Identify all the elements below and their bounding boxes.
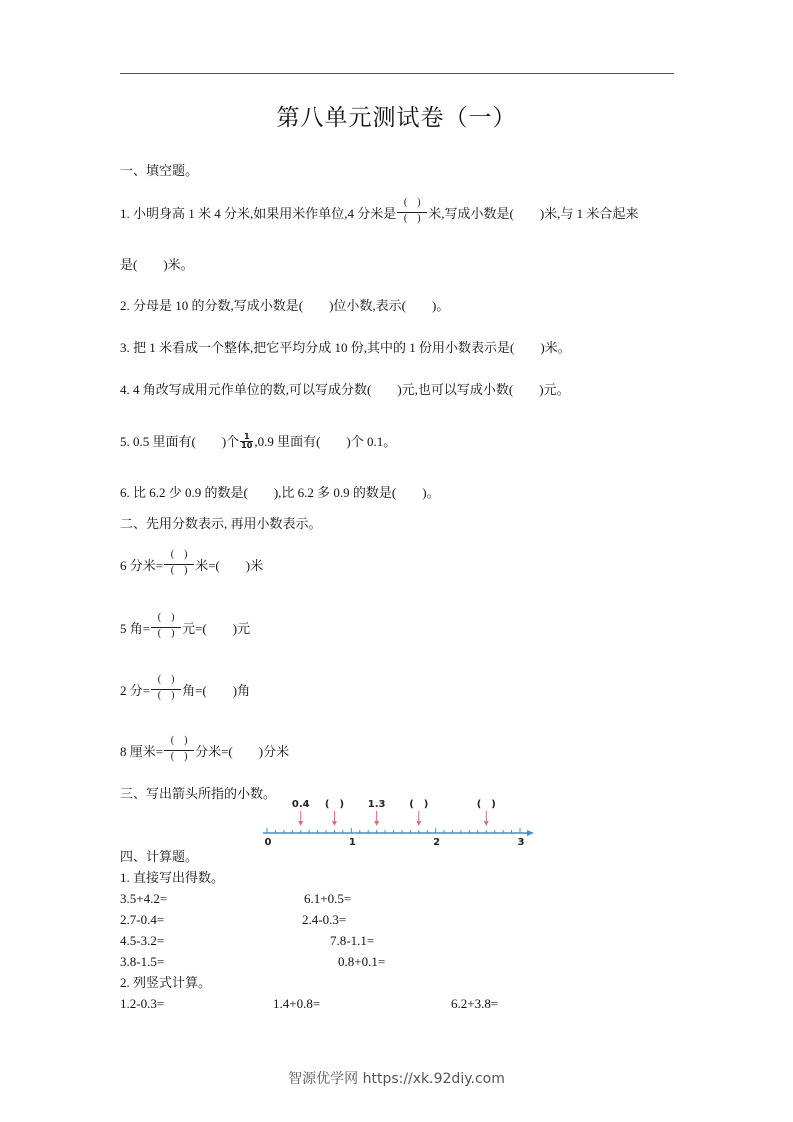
convert-row-1-right: 米=( )米 (195, 557, 264, 573)
pointer-label: 0.4 (291, 799, 310, 810)
question-5-text-a: 5. 0.5 里面有( )个 (120, 433, 240, 449)
fraction-denominator-blank: ( ) (403, 213, 421, 224)
pointer-arrow-head (332, 821, 337, 826)
pointer-arrow-head (416, 821, 421, 826)
section-calc-heading: 四、计算题。 (120, 849, 199, 864)
calc-subheading-direct: 1. 直接写出得数。 (120, 870, 225, 885)
pointer-label: ( ) (409, 799, 429, 810)
calc-item: 6.1+0.5= (304, 891, 352, 906)
tick-label: 3 (517, 837, 525, 848)
blank-fraction[interactable] (397, 197, 427, 226)
tick-label: 1 (348, 837, 356, 848)
fraction-numerator-blank: ( ) (170, 735, 188, 746)
fraction-denominator-blank: ( ) (170, 751, 188, 762)
calc-item: 2.4-0.3= (302, 912, 347, 927)
number-line-figure (0, 795, 793, 855)
convert-row-3-right: 角=( )角 (182, 682, 251, 698)
fraction-numerator-blank: ( ) (157, 674, 175, 685)
calc-item: 3.5+4.2= (120, 891, 168, 906)
convert-row-2 (120, 612, 251, 641)
question-5-text-b: ,0.9 里面有( )个 0.1。 (254, 433, 397, 449)
tick-label: 0 (264, 837, 272, 848)
question-3: 3. 把 1 米看成一个整体,把它平均分成 10 份,其中的 1 份用小数表示是( )米。 (120, 340, 571, 355)
section-fill-heading: 一、填空题。 (120, 163, 199, 178)
convert-row-2-left: 5 角= (120, 620, 151, 636)
section-convert-heading: 二、先用分数表示, 再用小数表示。 (120, 516, 322, 531)
question-2: 2. 分母是 10 的分数,写成小数是( )位小数,表示( )。 (120, 298, 450, 313)
pointer-label: ( ) (476, 799, 496, 810)
fraction-denominator-blank: ( ) (170, 565, 188, 576)
pointer-label: 1.3 (367, 799, 386, 810)
blank-fraction[interactable] (164, 549, 194, 578)
calc-item: 7.8-1.1= (330, 933, 375, 948)
calc-item: 2.7-0.4= (120, 912, 165, 927)
calc-item: 3.8-1.5= (120, 954, 165, 969)
header-rule (120, 73, 674, 74)
vertical-calc-item: 6.2+3.8= (451, 996, 499, 1011)
question-6: 6. 比 6.2 少 0.9 的数是( ),比 6.2 多 0.9 的数是( )。 (120, 485, 440, 500)
fraction-numerator-blank: ( ) (403, 197, 421, 208)
calc-item: 0.8+0.1= (338, 954, 386, 969)
question-1-text-a: 1. 小明身高 1 米 4 分米,如果用米作单位,4 分米是 (120, 205, 397, 221)
tick-label: 2 (433, 837, 441, 848)
blank-fraction[interactable] (164, 735, 194, 764)
convert-row-2-right: 元=( )元 (182, 620, 251, 636)
blank-fraction[interactable] (151, 674, 181, 703)
question-1-continued: 是( )米。 (120, 257, 194, 272)
convert-row-3 (120, 674, 251, 703)
vertical-calc-item: 1.4+0.8= (273, 996, 321, 1011)
blank-fraction[interactable] (151, 612, 181, 641)
question-1 (120, 197, 639, 226)
convert-row-4 (120, 735, 290, 764)
fraction-denominator-blank: ( ) (157, 690, 175, 701)
calc-item: 4.5-3.2= (120, 933, 165, 948)
question-1-text-b: 米,写成小数是( )米,与 1 米合起来 (428, 205, 639, 221)
fraction-denominator-blank: ( ) (157, 628, 175, 639)
calc-subheading-vertical: 2. 列竖式计算。 (120, 975, 212, 990)
question-4: 4. 4 角改写成用元作单位的数,可以写成分数( )元,也可以写成小数( )元。 (120, 382, 570, 397)
pointer-arrow-head (374, 821, 379, 826)
convert-row-3-left: 2 分= (120, 682, 151, 698)
number-line-arrowhead (527, 830, 534, 836)
page-title: 第八单元测试卷（一） (276, 105, 517, 130)
fraction-numerator-blank: ( ) (170, 549, 188, 560)
one-tenth-fraction (240, 433, 253, 450)
fraction-denominator: 10 (241, 440, 253, 450)
convert-row-4-left: 8 厘米= (120, 743, 164, 759)
convert-row-4-right: 分米=( )分米 (195, 743, 290, 759)
fraction-numerator-blank: ( ) (157, 612, 175, 623)
convert-row-1 (120, 549, 264, 578)
vertical-calc-item: 1.2-0.3= (120, 996, 165, 1011)
pointer-arrow-head (298, 821, 303, 826)
footer-watermark: 智源优学网 https://xk.92diy.com (288, 1071, 505, 1087)
section-arrows-heading: 三、写出箭头所指的小数。 (120, 786, 277, 801)
pointer-arrow-head (484, 821, 489, 826)
question-5 (120, 428, 396, 454)
fraction-numerator: 1 (240, 433, 253, 442)
pointer-label: ( ) (324, 799, 345, 810)
convert-row-1-left: 6 分米= (120, 557, 164, 573)
